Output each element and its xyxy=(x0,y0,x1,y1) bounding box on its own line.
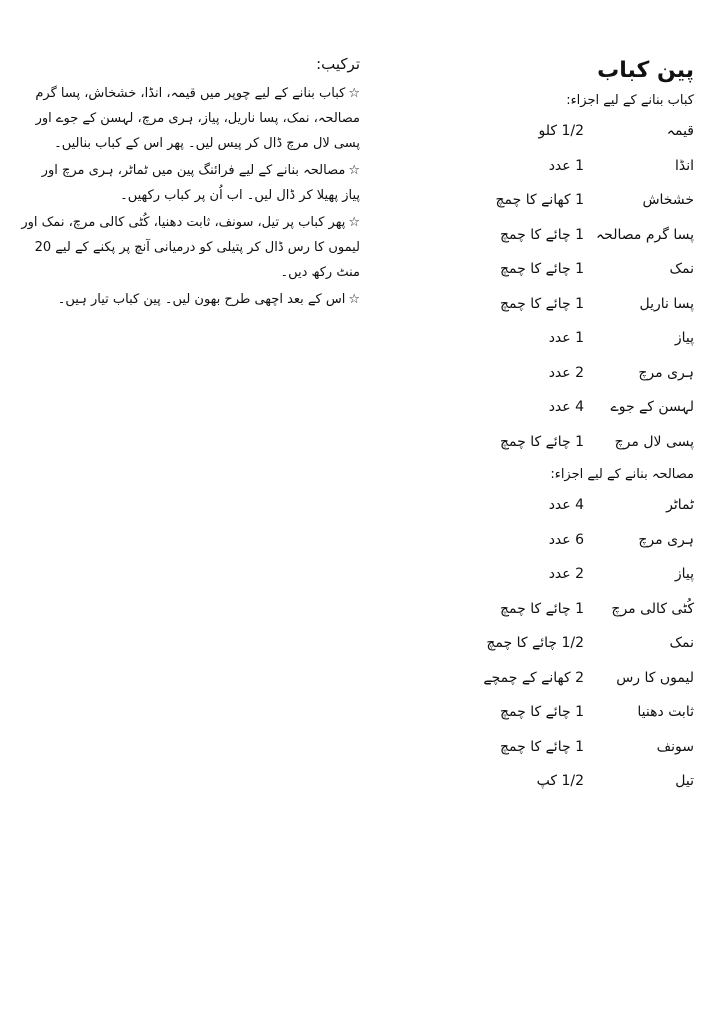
ingredient-quantity: 2 عدد xyxy=(548,364,584,381)
ingredient-name: تیل xyxy=(675,773,694,790)
kebab-ingredients-list xyxy=(444,114,694,459)
ingredient-name: پیاز xyxy=(674,330,694,347)
ingredient-quantity: 2 عدد xyxy=(548,566,584,583)
masala-ingredients-heading: مصالحہ بنانے کے لیے اجزاء: xyxy=(550,467,694,482)
ingredient-quantity: 1 چائے کا چمچ xyxy=(499,600,584,617)
ingredient-row xyxy=(444,730,694,765)
masala-ingredients-list xyxy=(444,488,694,799)
method-step xyxy=(20,287,360,312)
ingredient-quantity: 4 عدد xyxy=(548,497,584,514)
ingredient-name: ہری مرچ xyxy=(638,364,694,381)
ingredient-quantity: 1/2 چائے کا چمچ xyxy=(486,635,584,652)
method-step-text: مصالحہ بنانے کے لیے فرائنگ پین میں ٹماٹر، ہری مرچ اور پیاز پھیلا کر ڈال لیں۔ اب اُن پر کباب رکھیں۔ xyxy=(41,163,360,203)
recipe-title: پین کباب xyxy=(597,58,694,83)
ingredient-name: خشخاش xyxy=(642,192,694,209)
method-step-text: کباب بنانے کے لیے چوپر میں قیمہ، انڈا، خشخاش، پسا گرم مصالحہ، نمک، پسا ناریل، پیاز، ہری مرچ، لہسن کے جوے اور پسی لال مرچ ڈال کر پیس لیں۔ پھر اس کے کباب بنالیں۔ xyxy=(35,86,360,151)
ingredient-row xyxy=(444,252,694,287)
method-column xyxy=(20,52,360,314)
ingredient-row xyxy=(444,488,694,523)
method-step xyxy=(20,158,360,208)
ingredient-quantity: 1 چائے کا چمچ xyxy=(499,738,584,755)
method-heading: ترکیب: xyxy=(316,55,360,73)
ingredient-name: ثابت دھنیا xyxy=(637,704,694,721)
star-icon: ☆ xyxy=(348,163,360,178)
ingredients-column xyxy=(444,52,694,799)
ingredient-row xyxy=(444,218,694,253)
ingredient-name: پسا ناریل xyxy=(639,295,694,312)
ingredient-name: لیموں کا رس xyxy=(616,669,694,686)
ingredient-quantity: 1 عدد xyxy=(548,330,584,347)
ingredient-quantity: 1 عدد xyxy=(548,157,584,174)
ingredient-name: نمک xyxy=(669,635,694,652)
method-step-text: پھر کباب پر تیل، سونف، ثابت دھنیا، کُٹی کالی مرچ، نمک اور لیموں کا رس ڈال کر پتیلی کو درمیانی آنچ پر پکنے کے لیے 20 منٹ رکھ دیں۔ xyxy=(21,215,360,280)
ingredient-row xyxy=(444,287,694,322)
ingredient-name: قیمہ xyxy=(666,123,694,140)
ingredient-name: لہسن کے جوے xyxy=(610,399,694,416)
method-steps-list xyxy=(20,81,360,312)
ingredient-quantity: 6 عدد xyxy=(548,531,584,548)
ingredient-name: انڈا xyxy=(674,157,694,174)
ingredient-name: کُٹی کالی مرچ xyxy=(611,600,694,617)
ingredient-name: پسی لال مرچ xyxy=(614,433,694,450)
star-icon: ☆ xyxy=(348,215,360,230)
ingredient-quantity: 1 چائے کا چمچ xyxy=(499,261,584,278)
ingredient-quantity: 1/2 کلو xyxy=(538,123,584,140)
ingredient-row xyxy=(444,695,694,730)
ingredient-row xyxy=(444,114,694,149)
ingredient-name: نمک xyxy=(669,261,694,278)
ingredient-row xyxy=(444,557,694,592)
ingredient-quantity: 1 چائے کا چمچ xyxy=(499,704,584,721)
ingredient-quantity: 1/2 کپ xyxy=(536,773,584,790)
ingredient-quantity: 1 چائے کا چمچ xyxy=(499,295,584,312)
ingredient-row xyxy=(444,425,694,460)
ingredient-row xyxy=(444,592,694,627)
ingredient-row xyxy=(444,764,694,799)
ingredient-row xyxy=(444,390,694,425)
ingredient-name: ٹماٹر xyxy=(666,497,694,514)
ingredient-name: ہری مرچ xyxy=(638,531,694,548)
ingredient-quantity: 1 چائے کا چمچ xyxy=(499,226,584,243)
ingredient-name: پسا گرم مصالحہ xyxy=(595,226,694,243)
star-icon: ☆ xyxy=(348,292,360,307)
ingredient-row xyxy=(444,183,694,218)
ingredient-row xyxy=(444,661,694,696)
ingredient-quantity: 4 عدد xyxy=(548,399,584,416)
ingredient-row xyxy=(444,321,694,356)
method-step xyxy=(20,210,360,285)
ingredient-name: سونف xyxy=(656,738,694,755)
method-step-text: اس کے بعد اچھی طرح بھون لیں۔ پین کباب تیار ہیں۔ xyxy=(57,292,346,307)
ingredient-name: پیاز xyxy=(674,566,694,583)
ingredient-row xyxy=(444,149,694,184)
ingredient-row xyxy=(444,356,694,391)
star-icon: ☆ xyxy=(348,86,360,101)
ingredient-row xyxy=(444,523,694,558)
ingredient-quantity: 1 کھانے کا چمچ xyxy=(495,192,584,209)
method-step xyxy=(20,81,360,156)
kebab-ingredients-heading: کباب بنانے کے لیے اجزاء: xyxy=(566,93,694,108)
ingredient-quantity: 1 چائے کا چمچ xyxy=(499,433,584,450)
ingredient-row xyxy=(444,626,694,661)
ingredient-quantity: 2 کھانے کے چمچے xyxy=(483,669,584,686)
